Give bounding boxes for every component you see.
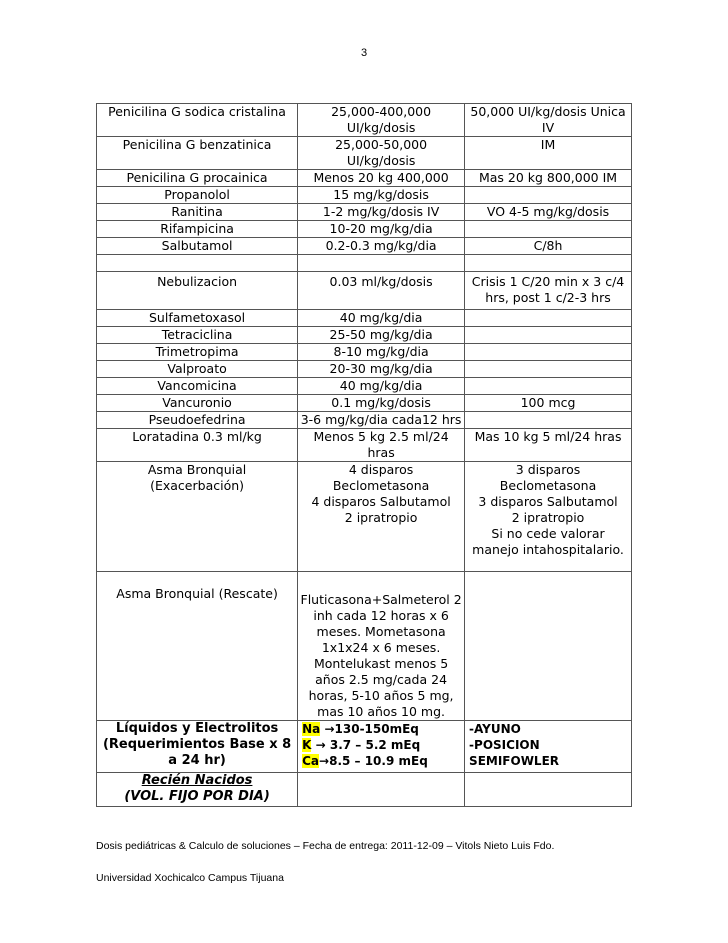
table-row-empty [97,255,632,272]
arrow-icon: → [315,738,326,752]
alt-dose-cell [465,255,632,272]
page-number: 3 [360,47,368,59]
asma-alt-line: Si no cede valorar manejo intahospitalario. [472,526,624,557]
dose-cell: 0.03 ml/kg/dosis [298,272,465,310]
table-row [97,361,632,378]
dose-cell: 25,000-400,000 UI/kg/dosis [298,104,465,137]
drug-cell: Sulfametoxasol [97,310,298,327]
drug-cell [97,255,298,272]
table-row [97,104,632,137]
alt-dose-cell [465,327,632,344]
table-row [97,170,632,187]
asma-alt-line: 3 disparos [515,462,581,477]
table-row [97,204,632,221]
table-row [97,137,632,170]
asma-dose-line: 4 disparos Salbutamol [311,494,451,509]
drug-cell: Nebulizacion [97,272,298,310]
alt-dose-cell: IM [465,137,632,170]
drug-cell: Vancuronio [97,395,298,412]
dose-cell: 1-2 mg/kg/dosis IV [298,204,465,221]
drug-cell: Loratadina 0.3 ml/kg [97,429,298,462]
potassium-value: 3.7 – 5.2 mEq [329,738,421,752]
alt-dose-cell [465,412,632,429]
alt-dose-cell [465,361,632,378]
liquidos-alt-line: SEMIFOWLER [469,754,560,768]
sodium-line [302,721,462,737]
asma-alt-line: 3 disparos Salbutamol [478,494,618,509]
drug-cell: Asma Bronquial (Rescate) [97,572,298,721]
drug-cell [97,462,298,572]
dose-cell: Menos 5 kg 2.5 ml/24 hras [298,429,465,462]
drug-cell [97,773,298,807]
potassium-label: K [302,738,312,752]
alt-dose-cell: 50,000 UI/kg/dosis Unica IV [465,104,632,137]
footer-line: Dosis pediátricas & Calculo de soluciones – Fecha de entrega: 2011-12-09 – Vitols Nieto Luis Fdo. [96,840,555,852]
table-row [97,378,632,395]
sodium-label: Na [302,722,321,736]
alt-dose-cell: VO 4-5 mg/kg/dosis [465,204,632,221]
dose-cell: Menos 20 kg 400,000 [298,170,465,187]
arrow-icon: → [319,754,330,768]
dose-cell: 10-20 mg/kg/dia [298,221,465,238]
table-row-rescate [97,572,632,721]
asma-dose-line: Beclometasona [332,478,430,493]
calcium-line [302,753,462,769]
table-row-recien [97,773,632,807]
table-row [97,395,632,412]
alt-dose-cell [465,773,632,807]
potassium-line [302,737,462,753]
alt-dose-cell [465,462,632,572]
drug-cell: Vancomicina [97,378,298,395]
table-row [97,187,632,204]
drug-cell: Penicilina G sodica cristalina [97,104,298,137]
sodium-value: 130-150mEq [334,722,419,736]
alt-dose-cell [465,221,632,238]
dose-cell: 3-6 mg/kg/dia cada12 hrs [298,412,465,429]
asma-alt-line: Beclometasona [499,478,597,493]
arrow-icon: → [324,722,335,736]
table-row [97,221,632,238]
alt-dose-cell [465,721,632,773]
asma-drug-line: Asma Bronquial [147,462,247,477]
table-row [97,344,632,361]
drug-cell: Penicilina G procainica [97,170,298,187]
table-row [97,272,632,310]
dose-cell [298,721,465,773]
drug-cell: Valproato [97,361,298,378]
recien-subtitle: (VOL. FIJO POR DIA) [124,789,270,804]
dose-cell: 0.2-0.3 mg/kg/dia [298,238,465,255]
alt-dose-cell: Crisis 1 C/20 min x 3 c/4 hrs, post 1 c/2-3 hrs [465,272,632,310]
alt-dose-cell: C/8h [465,238,632,255]
dose-cell: 25-50 mg/kg/dia [298,327,465,344]
liquidos-alt-line: -POSICION [469,738,540,752]
drug-cell: Propanolol [97,187,298,204]
footer-institution: Universidad Xochicalco Campus Tijuana [96,872,284,884]
dose-cell [298,462,465,572]
recien-title: Recién Nacidos [141,773,253,788]
drug-cell: Ranitina [97,204,298,221]
alt-dose-cell [465,378,632,395]
drug-cell: Rifampicina [97,221,298,238]
dose-cell: 15 mg/kg/dosis [298,187,465,204]
alt-dose-cell [465,572,632,721]
asma-dose-line: 2 ipratropio [344,510,418,525]
table-row [97,327,632,344]
dose-cell: 25,000-50,000 UI/kg/dosis [298,137,465,170]
calcium-value: 8.5 – 10.9 mEq [329,754,428,768]
asma-dose-line: 4 disparos [348,462,414,477]
dose-cell [298,773,465,807]
alt-dose-cell [465,310,632,327]
drug-cell: Líquidos y Electrolitos (Requerimientos Base x 8 a 24 hr) [97,721,298,773]
dose-cell: 40 mg/kg/dia [298,378,465,395]
table-row [97,412,632,429]
dose-cell [298,255,465,272]
dose-cell: 40 mg/kg/dia [298,310,465,327]
table-row [97,238,632,255]
dose-cell: Fluticasona+Salmeterol 2 inh cada 12 horas x 6 meses. Mometasona 1x1x24 x 6 meses. Montelukast menos 5 años 2.5 mg/cada 24 horas, 5-10 años 5 mg, mas 10 años 10 mg. [298,572,465,721]
table-row [97,429,632,462]
asma-alt-line: 2 ipratropio [511,510,585,525]
dose-cell: 8-10 mg/kg/dia [298,344,465,361]
asma-drug-line: (Exacerbación) [150,478,245,493]
dose-cell: 0.1 mg/kg/dosis [298,395,465,412]
alt-dose-cell [465,187,632,204]
table-row [97,310,632,327]
alt-dose-cell: Mas 20 kg 800,000 IM [465,170,632,187]
alt-dose-cell: 100 mcg [465,395,632,412]
alt-dose-cell [465,344,632,361]
dose-cell: 20-30 mg/kg/dia [298,361,465,378]
drug-cell: Tetraciclina [97,327,298,344]
drug-cell: Salbutamol [97,238,298,255]
drug-cell: Pseudoefedrina [97,412,298,429]
drug-cell: Penicilina G benzatinica [97,137,298,170]
calcium-label: Ca [302,754,320,768]
table-row-liquidos [97,721,632,773]
alt-dose-cell: Mas 10 kg 5 ml/24 hras [465,429,632,462]
liquidos-alt-line: -AYUNO [469,722,521,736]
drug-cell: Trimetropima [97,344,298,361]
table-row-asma [97,462,632,572]
dosage-table [96,103,632,807]
